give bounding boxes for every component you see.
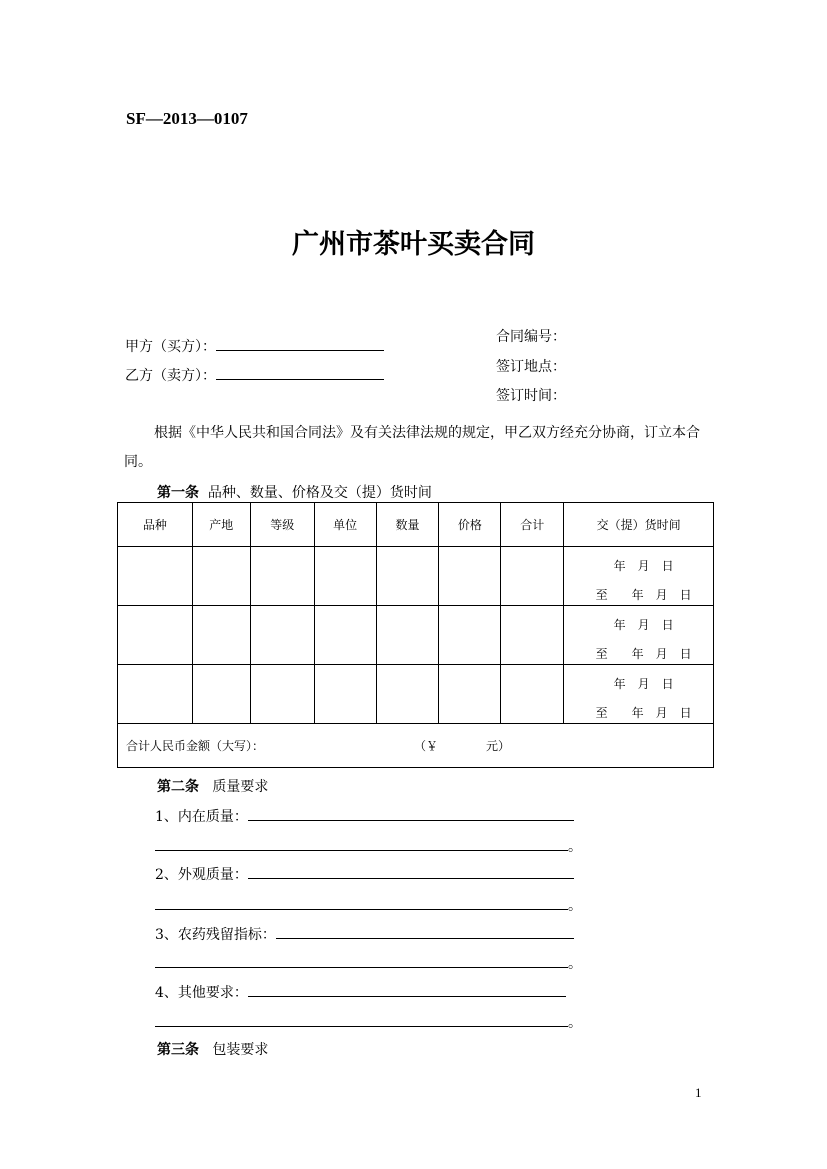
quality-item-4-continuation[interactable] [155,1025,568,1027]
table-row [118,665,714,724]
cell-unit[interactable] [314,665,376,724]
header-grade: 等级 [250,503,314,547]
total-row [118,724,714,768]
cell-delivery-time[interactable] [564,547,714,606]
goods-table [117,502,714,768]
contract-number-label: 合同编号： [496,329,566,345]
cell-grade[interactable] [250,547,314,606]
article-2-label: 第二条 [157,779,199,795]
cell-grade[interactable] [250,606,314,665]
table-header-row [118,503,714,547]
quality-item-3 [155,924,574,944]
cell-total[interactable] [501,547,564,606]
sign-time-label: 签订时间： [496,388,566,404]
cell-unit[interactable] [314,547,376,606]
total-cell[interactable] [118,724,714,768]
cell-variety[interactable] [118,547,193,606]
cell-quantity[interactable] [376,665,439,724]
quality-item-2-continuation[interactable] [155,908,568,910]
header-unit: 单位 [314,503,376,547]
party-b-row [125,365,384,385]
cell-unit[interactable] [314,606,376,665]
preamble-paragraph [124,419,714,477]
header-variety: 品种 [118,503,193,547]
quality-item-2-label: 2、外观质量： [155,867,248,883]
header-origin: 产地 [192,503,250,547]
quality-item-2-field[interactable] [248,864,574,879]
cell-variety[interactable] [118,606,193,665]
table-row [118,547,714,606]
cell-quantity[interactable] [376,606,439,665]
party-a-label: 甲方（买方）： [125,339,216,355]
contract-title: 广州市茶叶买卖合同 [292,229,535,260]
date-to: 至 年 月 日 [595,588,692,602]
end-mark: 。 [568,1015,582,1031]
quality-item-1 [155,806,574,826]
preamble-text: 根据《中华人民共和国合同法》及有关法律法规的规定，甲乙双方经充分协商，订立本合同。 [124,425,700,470]
cell-price[interactable] [439,547,501,606]
header-delivery-time: 交（提）货时间 [564,503,714,547]
party-a-row [125,336,384,356]
total-label: 合计人民币金额（大写）： [126,739,265,753]
article-2-heading [157,776,268,796]
cell-total[interactable] [501,606,564,665]
date-to: 至 年 月 日 [595,647,692,661]
article-3-label: 第三条 [157,1042,199,1058]
article-2-text: 质量要求 [212,779,269,795]
cell-origin[interactable] [192,606,250,665]
party-b-field[interactable] [216,365,384,380]
quality-item-4-field[interactable] [248,982,566,997]
table-row [118,606,714,665]
cell-delivery-time[interactable] [564,606,714,665]
date-to: 至 年 月 日 [595,706,692,720]
cell-grade[interactable] [250,665,314,724]
quality-item-3-continuation[interactable] [155,966,568,968]
party-b-label: 乙方（卖方）： [125,368,216,384]
quality-item-2 [155,864,574,884]
page-number: 1 [695,1085,702,1100]
article-3-heading [157,1039,268,1059]
cell-quantity[interactable] [376,547,439,606]
quality-item-1-continuation[interactable] [155,849,568,851]
cell-price[interactable] [439,665,501,724]
article-1-text: 品种、数量、价格及交（提）货时间 [207,485,432,501]
cell-total[interactable] [501,665,564,724]
quality-item-3-label: 3、农药残留指标： [155,927,276,943]
end-mark: 。 [568,839,582,855]
header-price: 价格 [439,503,501,547]
cell-origin[interactable] [192,665,250,724]
total-amount: （￥ 元） [414,739,511,753]
article-1-heading [157,482,432,502]
party-a-field[interactable] [216,336,384,351]
header-quantity: 数量 [376,503,439,547]
quality-item-4-label: 4、其他要求： [155,985,248,1001]
header-total: 合计 [501,503,564,547]
date-from: 年 月 日 [613,677,674,691]
article-1-label: 第一条 [157,485,199,501]
quality-item-1-label: 1、内在质量： [155,809,248,825]
date-from: 年 月 日 [613,559,674,573]
end-mark: 。 [568,956,582,972]
document-code: SF—2013—0107 [126,109,248,128]
quality-item-1-field[interactable] [248,806,574,821]
sign-place-label: 签订地点： [496,359,566,375]
quality-item-4 [155,982,566,1002]
cell-variety[interactable] [118,665,193,724]
cell-delivery-time[interactable] [564,665,714,724]
quality-item-3-field[interactable] [276,924,574,939]
cell-origin[interactable] [192,547,250,606]
end-mark: 。 [568,898,582,914]
date-from: 年 月 日 [613,618,674,632]
cell-price[interactable] [439,606,501,665]
article-3-text: 包装要求 [212,1042,269,1058]
